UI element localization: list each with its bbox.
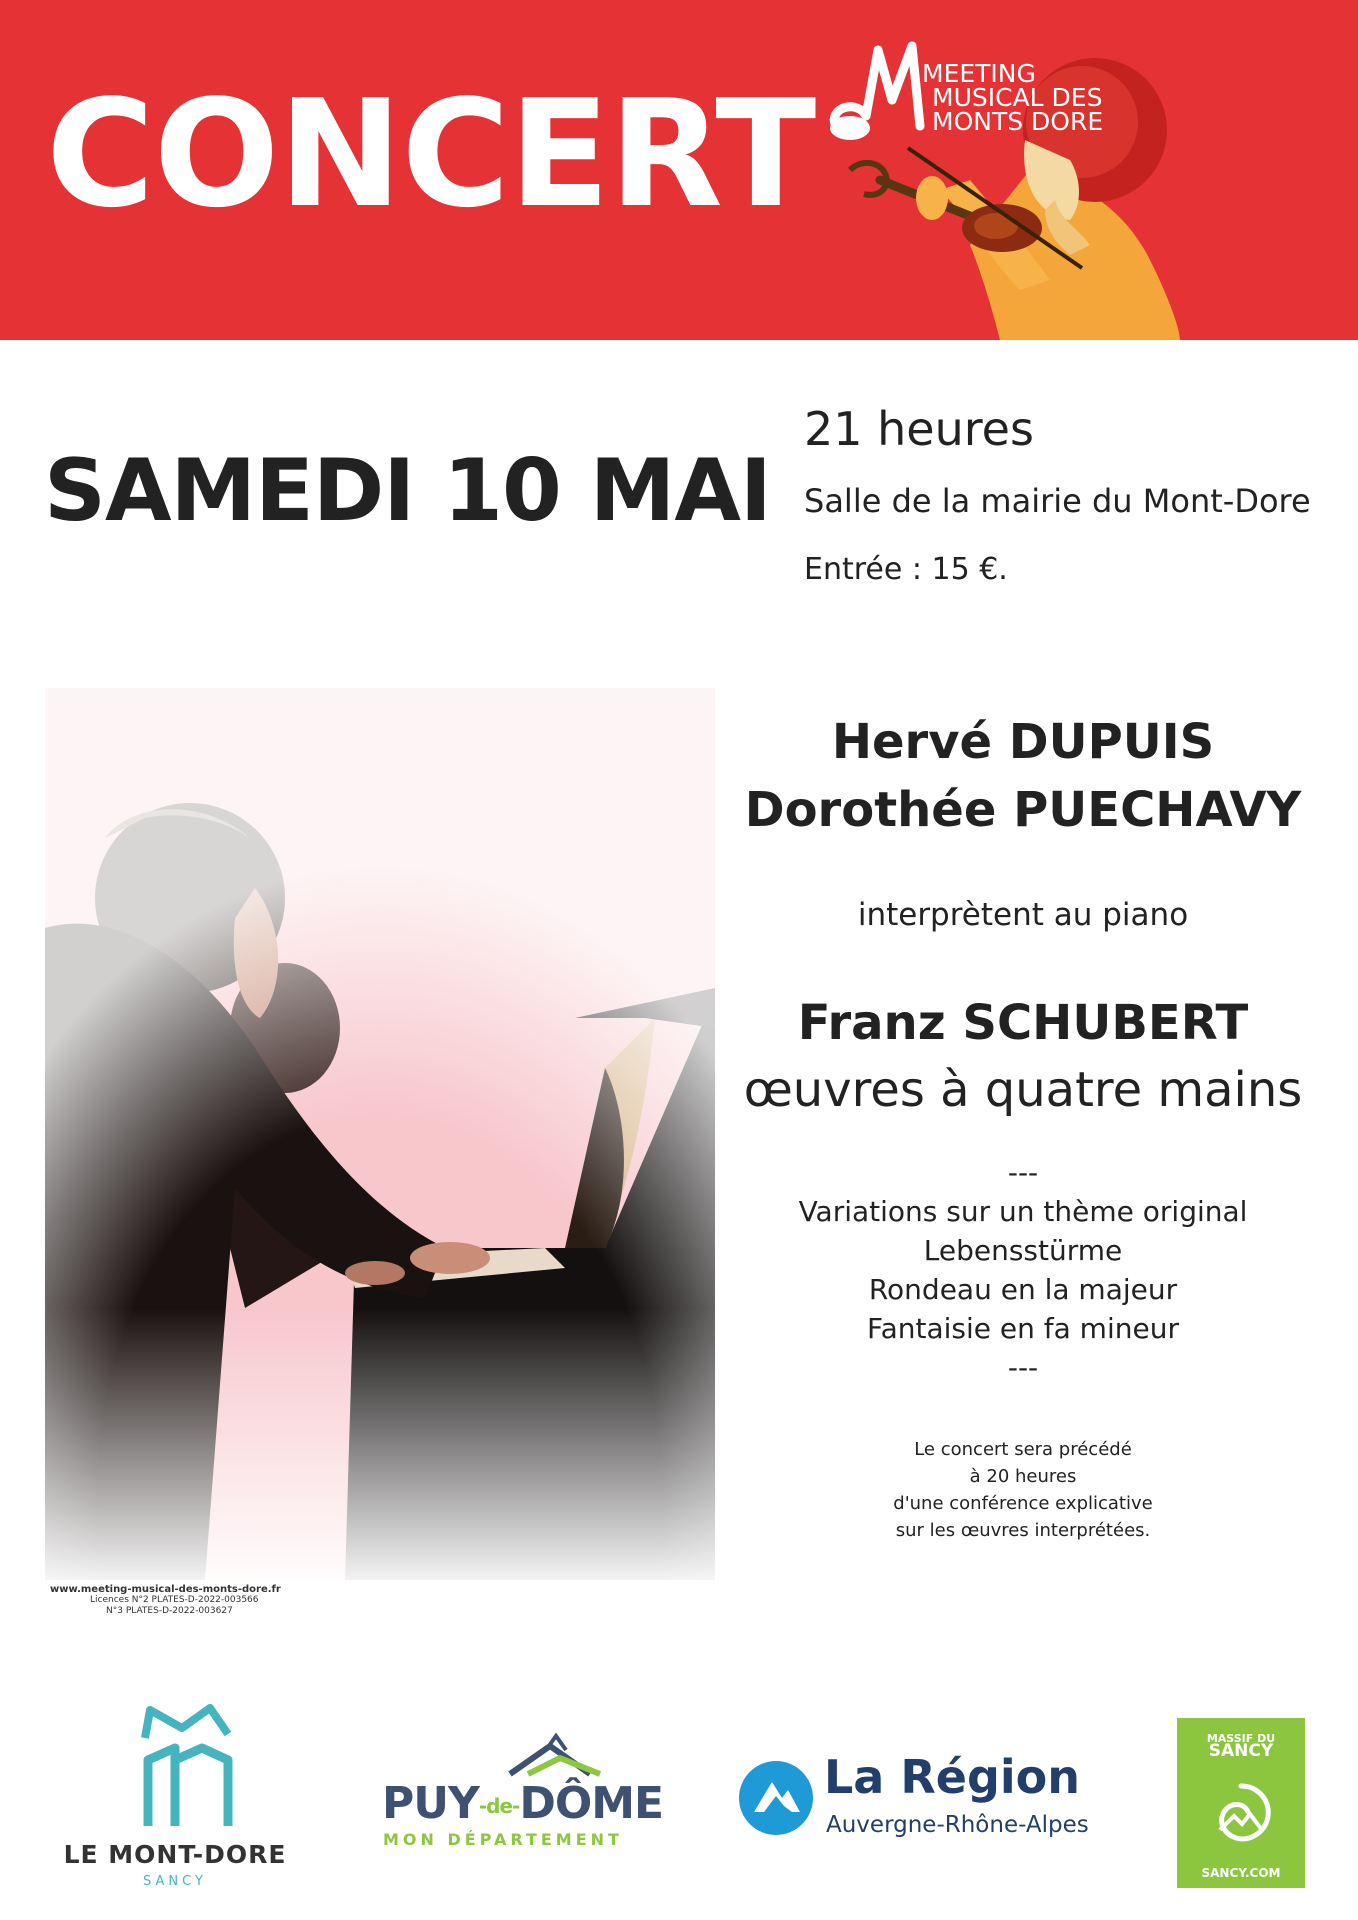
puy-de-dome-mountain-icon: [360, 1718, 680, 1778]
performer-2: Dorothée PUECHAVY: [744, 782, 1302, 838]
concert-title: CONCERT: [46, 68, 816, 240]
region-mountain-icon: [736, 1758, 816, 1838]
website-text: www.meeting-musical-des-monts-dore.fr: [50, 1584, 281, 1595]
puy-de-dome-name: [382, 1778, 663, 1829]
note-line: à 20 heures: [969, 1466, 1077, 1487]
composer-name: Franz SCHUBERT: [797, 995, 1249, 1051]
sancy-title: [1177, 1732, 1305, 1761]
licence-line-1: Licences N°2 PLATES-D-2022-003566: [90, 1595, 259, 1605]
puy-name-b: -de-: [478, 1794, 520, 1818]
program-separator: ---: [1007, 1351, 1039, 1384]
credits: [50, 1584, 281, 1617]
sancy-big: SANCY: [1208, 1741, 1274, 1761]
puy-name-a: PUY: [382, 1778, 479, 1829]
mont-dore-sub: SANCY: [143, 1874, 207, 1889]
massif-du-sancy-logo: [1177, 1718, 1305, 1888]
works-title: œuvres à quatre mains: [743, 1062, 1303, 1118]
program-list: [728, 1153, 1318, 1387]
licence-line-2: N°3 PLATES-D-2022-003627: [106, 1606, 233, 1616]
conference-note: [728, 1436, 1318, 1544]
event-time: 21 heures: [804, 402, 1034, 456]
mont-dore-mountain-icon: [0, 1698, 350, 1838]
event-date: SAMEDI 10 MAI: [44, 441, 771, 541]
program-item: Lebensstürme: [923, 1234, 1123, 1267]
festival-line-2: MUSICAL DES: [932, 83, 1103, 112]
sancy-url: SANCY.COM: [1201, 1866, 1281, 1880]
performers-role: interprètent au piano: [857, 897, 1189, 933]
sancy-swirl-icon: [1206, 1780, 1276, 1850]
program-item: Rondeau en la majeur: [868, 1273, 1178, 1306]
festival-line-3: MONTS DORE: [932, 107, 1104, 136]
performers: [728, 708, 1318, 844]
program-item: Fantaisie en fa mineur: [867, 1312, 1179, 1345]
mont-dore-logo: [0, 1698, 350, 1898]
note-line: d'une conférence explicative: [893, 1493, 1153, 1514]
puy-name-c: DÔME: [519, 1778, 664, 1829]
festival-line-1: MEETING: [922, 59, 1036, 88]
mont-dore-name: LE MONT-DORE: [63, 1840, 287, 1869]
puy-de-dome-logo: [360, 1718, 680, 1868]
program-separator: ---: [1007, 1156, 1039, 1189]
performer-1: Hervé DUPUIS: [831, 714, 1215, 770]
puy-de-dome-sub: MON DÉPARTEMENT: [383, 1830, 623, 1849]
program-item: Variations sur un thème original: [798, 1195, 1248, 1228]
festival-logo: [820, 30, 1358, 340]
festival-name: [880, 59, 1104, 136]
region-logo: [730, 1748, 1100, 1868]
note-line: sur les œuvres interprétées.: [895, 1520, 1151, 1541]
pianists-photo: [45, 688, 715, 1580]
header-banner: [0, 0, 1358, 340]
region-sub: Auvergne-Rhône-Alpes: [826, 1812, 1089, 1838]
event-price: Entrée : 15 €.: [804, 552, 1008, 587]
note-line: Le concert sera précédé: [914, 1439, 1132, 1460]
region-name: La Région: [824, 1750, 1081, 1804]
event-venue: Salle de la mairie du Mont-Dore: [804, 482, 1311, 520]
sancy-small: MASSIF DU: [1206, 1732, 1276, 1745]
